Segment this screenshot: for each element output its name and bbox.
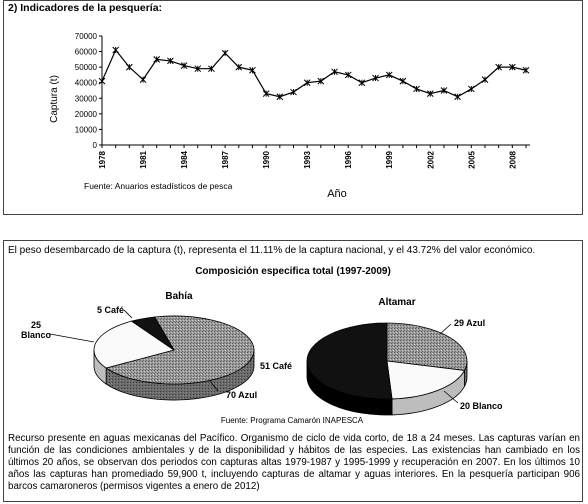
x-tick-label: 1987 — [221, 151, 231, 169]
data-point — [455, 94, 461, 100]
description-paragraph: Recurso presente en aguas mexicanas del Pacífico. Organismo de ciclo de vida corto, de 18 a 24 meses. Las capturas varían en función de las condiciones ambientales y de la disponibilidad y hábitos de las especies. Las existencias han cambiado en los últimos 20 años, se observan dos periodos con capturas altas 1979-1987 y 1995-1999 y recuperación en 2007. En los últimos 10 años las capturas han promediado 59,900 t, incluyendo capturas de altamar y aguas interiores. En la pesquería participan 906 barcos camaroneros (permisos vigentes a enero de 2012) — [8, 433, 580, 493]
pie-leader-line — [124, 310, 132, 318]
pie-altamar — [260, 318, 503, 415]
composition-pies — [4, 241, 582, 431]
x-axis-label: Año — [327, 188, 347, 200]
pie-label-blanco: 20 Blanco — [460, 401, 503, 411]
data-point — [359, 80, 365, 86]
x-tick-label: 1999 — [385, 151, 395, 169]
data-point — [99, 78, 105, 84]
data-point — [113, 47, 119, 53]
pie-label-café: 5 Café — [97, 305, 125, 315]
y-tick-label: 30000 — [74, 94, 97, 104]
y-tick-label: 20000 — [74, 109, 97, 119]
y-tick-label: 50000 — [74, 63, 97, 73]
data-point — [140, 77, 146, 83]
source-top: Fuente: Anuarios estadísticos de pesca — [84, 181, 233, 191]
x-tick-label: 2005 — [467, 151, 477, 169]
indicators-panel — [3, 0, 583, 215]
pie-bahia — [21, 305, 257, 400]
y-axis-label: Captura (t) — [49, 75, 60, 123]
x-tick-label: 1990 — [262, 151, 272, 169]
pie-label-café: 51 Café — [260, 361, 293, 371]
data-point — [468, 86, 474, 92]
y-tick-label: 10000 — [74, 125, 97, 135]
x-tick-label: 2008 — [508, 151, 518, 169]
data-point — [222, 50, 228, 56]
y-tick-label: 0 — [92, 141, 97, 150]
x-tick-label: 1978 — [98, 151, 107, 169]
pie-bahia-title: Bahía — [165, 291, 193, 302]
y-tick-label: 40000 — [74, 78, 97, 88]
pie-label-azul: 29 Azul — [454, 318, 486, 328]
x-tick-label: 1996 — [344, 151, 354, 169]
pie-altamar-title: Altamar — [378, 297, 416, 308]
x-tick-label: 1984 — [180, 151, 190, 169]
intro-text: El peso desembarcado de la captura (t), representa el 11.11% de la captura nacional, y el 43.72% del valor económico. — [8, 245, 536, 256]
section-title: 2) Indicadores de la pesquería: — [8, 2, 163, 14]
data-point — [400, 78, 406, 84]
data-point — [290, 89, 296, 95]
pie-label-azul: 70 Azul — [226, 390, 258, 400]
composition-panel — [3, 240, 583, 502]
catch-line-chart — [4, 1, 582, 214]
pie-leader-line — [50, 334, 94, 342]
x-tick-label: 1993 — [303, 151, 313, 169]
x-tick-label: 1981 — [139, 151, 149, 169]
x-tick-label: 2002 — [426, 151, 436, 169]
data-point — [482, 77, 488, 83]
y-tick-label: 70000 — [74, 32, 97, 41]
catch-series-line — [102, 50, 526, 97]
pie-label-blanco: 25 Blanco — [20, 320, 52, 340]
data-point — [126, 64, 132, 70]
pie-leader-line — [440, 324, 451, 334]
source-bottom: Fuente: Programa Camarón INAPESCA — [220, 416, 364, 425]
data-point — [414, 86, 420, 92]
composition-title: Composición especifica total (1997-2009) — [195, 266, 391, 277]
y-tick-label: 60000 — [74, 47, 97, 57]
